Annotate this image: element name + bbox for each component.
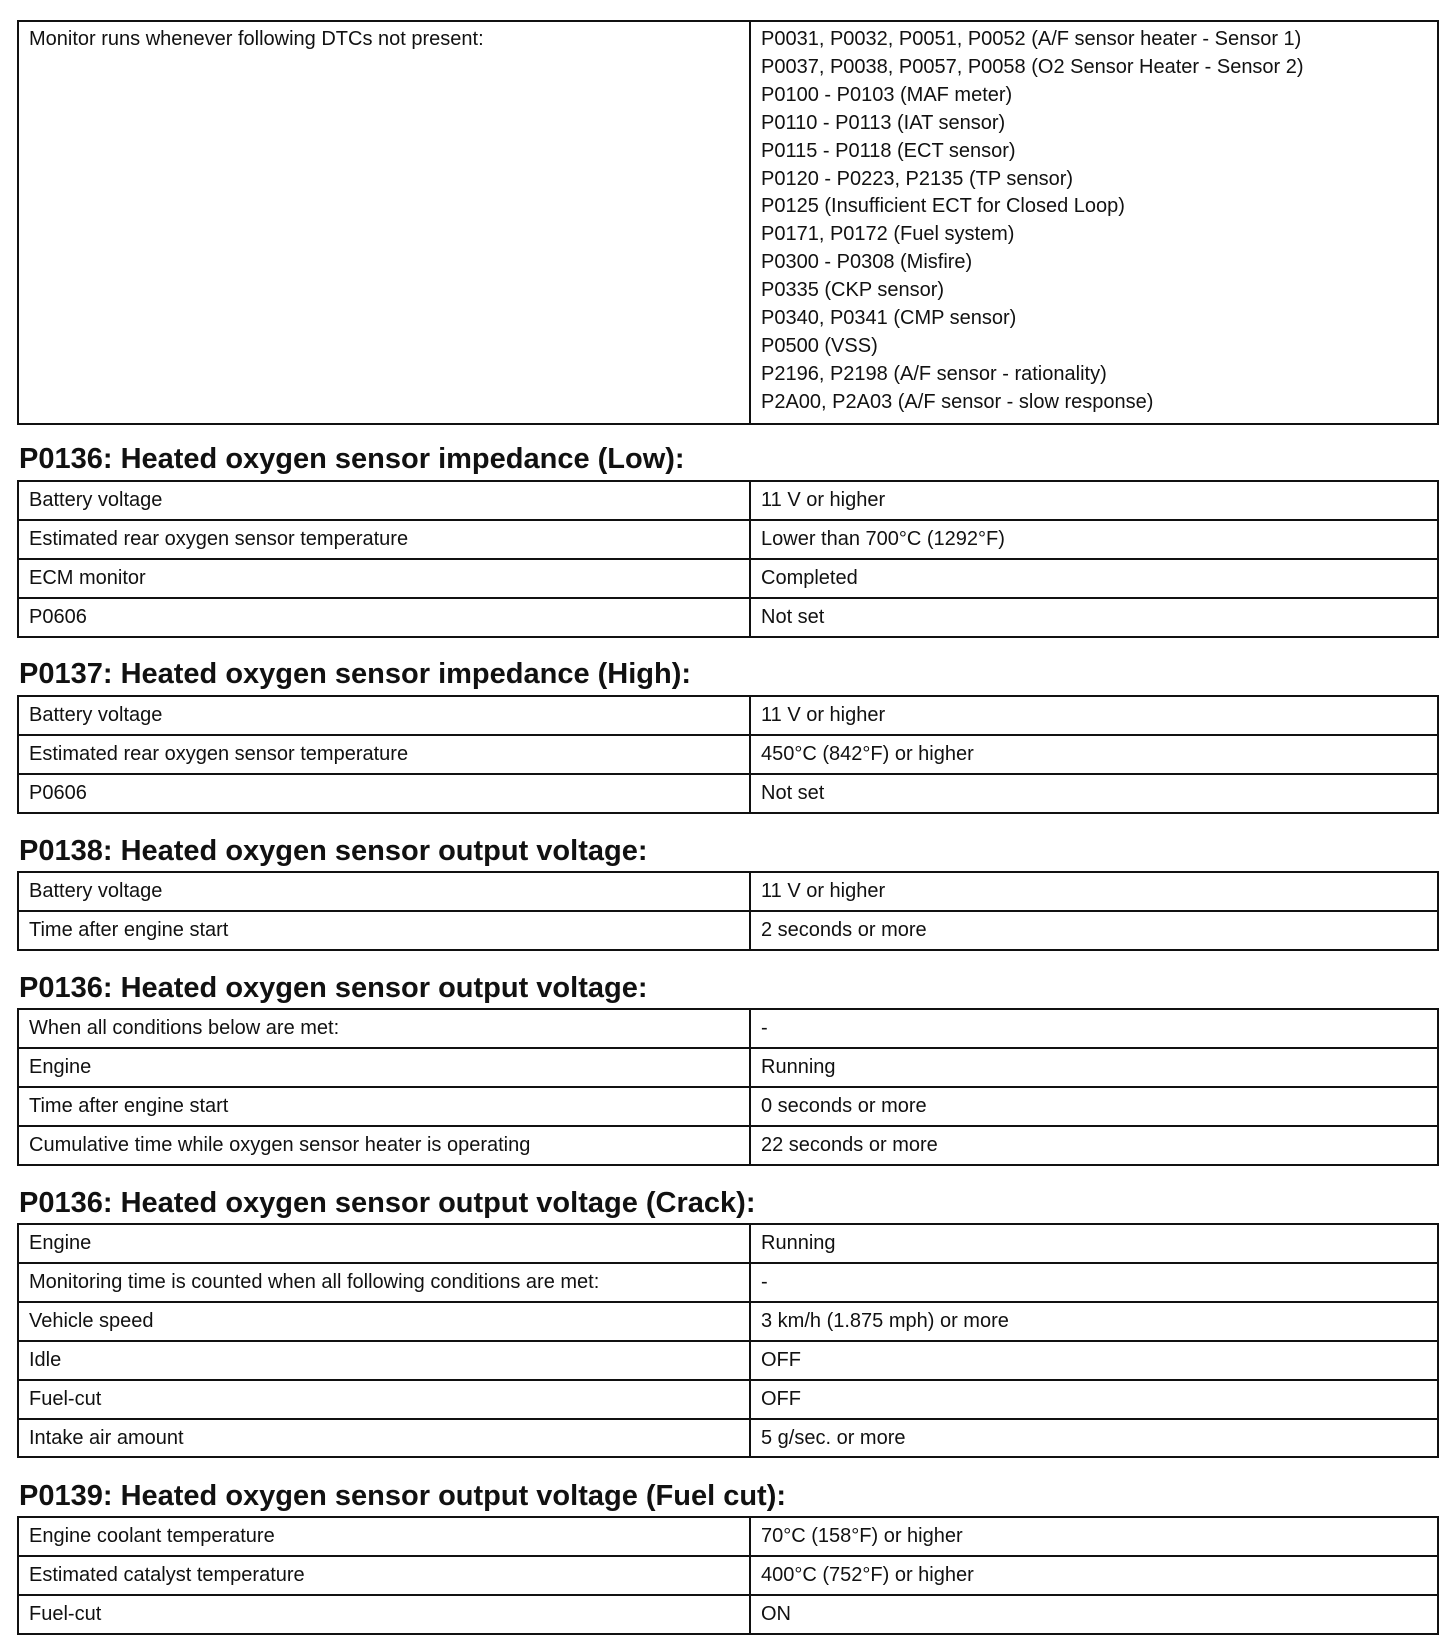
condition-value: 5 g/sec. or more <box>750 1419 1438 1458</box>
condition-name: Idle <box>18 1341 750 1380</box>
condition-value: - <box>750 1263 1438 1302</box>
condition-name: Battery voltage <box>18 696 750 735</box>
condition-value: Not set <box>750 774 1438 813</box>
condition-value: 450°C (842°F) or higher <box>750 735 1438 774</box>
condition-value: 2 seconds or more <box>750 911 1438 950</box>
condition-name: Monitoring time is counted when all following conditions are met: <box>18 1263 750 1302</box>
dtc-list-item: P0100 - P0103 (MAF meter) <box>761 83 1013 106</box>
condition-value: 11 V or higher <box>750 872 1438 911</box>
condition-name: Engine coolant temperature <box>18 1517 750 1556</box>
conditions-table <box>17 1008 1439 1166</box>
condition-value: Running <box>750 1224 1438 1263</box>
table-row <box>18 1048 1438 1087</box>
condition-name: P0606 <box>18 774 750 813</box>
condition-name: Time after engine start <box>18 1087 750 1126</box>
table-row <box>18 559 1438 598</box>
section-heading: P0136: Heated oxygen sensor output voltage: <box>19 972 648 1004</box>
table-row <box>18 735 1438 774</box>
table-row <box>18 1380 1438 1419</box>
condition-value: Not set <box>750 598 1438 637</box>
condition-name: When all conditions below are met: <box>18 1009 750 1048</box>
condition-value: 3 km/h (1.875 mph) or more <box>750 1302 1438 1341</box>
table-row <box>18 1126 1438 1165</box>
section-heading: P0138: Heated oxygen sensor output voltage: <box>19 835 648 867</box>
table-row <box>18 872 1438 911</box>
table-row <box>18 1556 1438 1595</box>
dtc-list-item: P2A00, P2A03 (A/F sensor - slow response) <box>761 390 1154 413</box>
condition-name: Fuel-cut <box>18 1595 750 1634</box>
condition-name: Battery voltage <box>18 481 750 520</box>
dtc-exclusion-table <box>17 20 1439 425</box>
condition-value: Completed <box>750 559 1438 598</box>
condition-value: 400°C (752°F) or higher <box>750 1556 1438 1595</box>
dtc-list-item: P0037, P0038, P0057, P0058 (O2 Sensor Heater - Sensor 2) <box>761 55 1304 78</box>
table-row <box>18 1341 1438 1380</box>
table-row <box>18 1595 1438 1634</box>
conditions-table <box>17 695 1439 814</box>
section-heading: P0136: Heated oxygen sensor output voltage (Crack): <box>19 1187 756 1219</box>
table-row <box>18 520 1438 559</box>
table-row <box>18 21 1438 424</box>
dtc-exclusion-label: Monitor runs whenever following DTCs not present: <box>18 21 750 424</box>
condition-name: Engine <box>18 1048 750 1087</box>
condition-name: P0606 <box>18 598 750 637</box>
table-row <box>18 598 1438 637</box>
condition-name: Fuel-cut <box>18 1380 750 1419</box>
dtc-list-item: P0115 - P0118 (ECT sensor) <box>761 139 1016 162</box>
condition-name: Engine <box>18 1224 750 1263</box>
dtc-list-item: P0120 - P0223, P2135 (TP sensor) <box>761 167 1074 190</box>
condition-name: Intake air amount <box>18 1419 750 1458</box>
section-heading: P0139: Heated oxygen sensor output voltage (Fuel cut): <box>19 1480 787 1512</box>
condition-value: 22 seconds or more <box>750 1126 1438 1165</box>
condition-name: Estimated catalyst temperature <box>18 1556 750 1595</box>
condition-name: Cumulative time while oxygen sensor heater is operating <box>18 1126 750 1165</box>
conditions-table <box>17 480 1439 638</box>
dtc-list-item: P0171, P0172 (Fuel system) <box>761 223 1015 246</box>
dtc-list-item: P2196, P2198 (A/F sensor - rationality) <box>761 362 1107 385</box>
condition-value: 0 seconds or more <box>750 1087 1438 1126</box>
condition-value: Lower than 700°C (1292°F) <box>750 520 1438 559</box>
dtc-list-item: P0340, P0341 (CMP sensor) <box>761 307 1017 330</box>
condition-name: Estimated rear oxygen sensor temperature <box>18 735 750 774</box>
conditions-table <box>17 1223 1439 1458</box>
table-row <box>18 481 1438 520</box>
condition-name: Time after engine start <box>18 911 750 950</box>
dtc-list-item: P0125 (Insufficient ECT for Closed Loop) <box>761 195 1125 218</box>
condition-value: OFF <box>750 1380 1438 1419</box>
dtc-exclusion-list <box>750 21 1438 424</box>
condition-value: OFF <box>750 1341 1438 1380</box>
section-heading: P0136: Heated oxygen sensor impedance (Low): <box>19 443 685 475</box>
dtc-list-item: P0110 - P0113 (IAT sensor) <box>761 111 1006 134</box>
condition-name: Battery voltage <box>18 872 750 911</box>
dtc-list-item: P0335 (CKP sensor) <box>761 279 945 302</box>
table-row <box>18 696 1438 735</box>
dtc-list-item: P0500 (VSS) <box>761 334 878 357</box>
condition-name: Vehicle speed <box>18 1302 750 1341</box>
condition-name: ECM monitor <box>18 559 750 598</box>
table-row <box>18 774 1438 813</box>
table-row <box>18 911 1438 950</box>
conditions-table <box>17 871 1439 951</box>
section-heading: P0137: Heated oxygen sensor impedance (High): <box>19 658 692 690</box>
table-row <box>18 1009 1438 1048</box>
table-row <box>18 1263 1438 1302</box>
condition-name: Estimated rear oxygen sensor temperature <box>18 520 750 559</box>
dtc-list-item: P0031, P0032, P0051, P0052 (A/F sensor heater - Sensor 1) <box>761 28 1302 50</box>
condition-value: ON <box>750 1595 1438 1634</box>
condition-value: - <box>750 1009 1438 1048</box>
table-row <box>18 1302 1438 1341</box>
table-row <box>18 1517 1438 1556</box>
condition-value: 11 V or higher <box>750 481 1438 520</box>
dtc-list-item: P0300 - P0308 (Misfire) <box>761 251 973 274</box>
table-row <box>18 1087 1438 1126</box>
conditions-table <box>17 1516 1439 1635</box>
condition-value: 11 V or higher <box>750 696 1438 735</box>
table-row <box>18 1419 1438 1458</box>
table-row <box>18 1224 1438 1263</box>
condition-value: 70°C (158°F) or higher <box>750 1517 1438 1556</box>
condition-value: Running <box>750 1048 1438 1087</box>
